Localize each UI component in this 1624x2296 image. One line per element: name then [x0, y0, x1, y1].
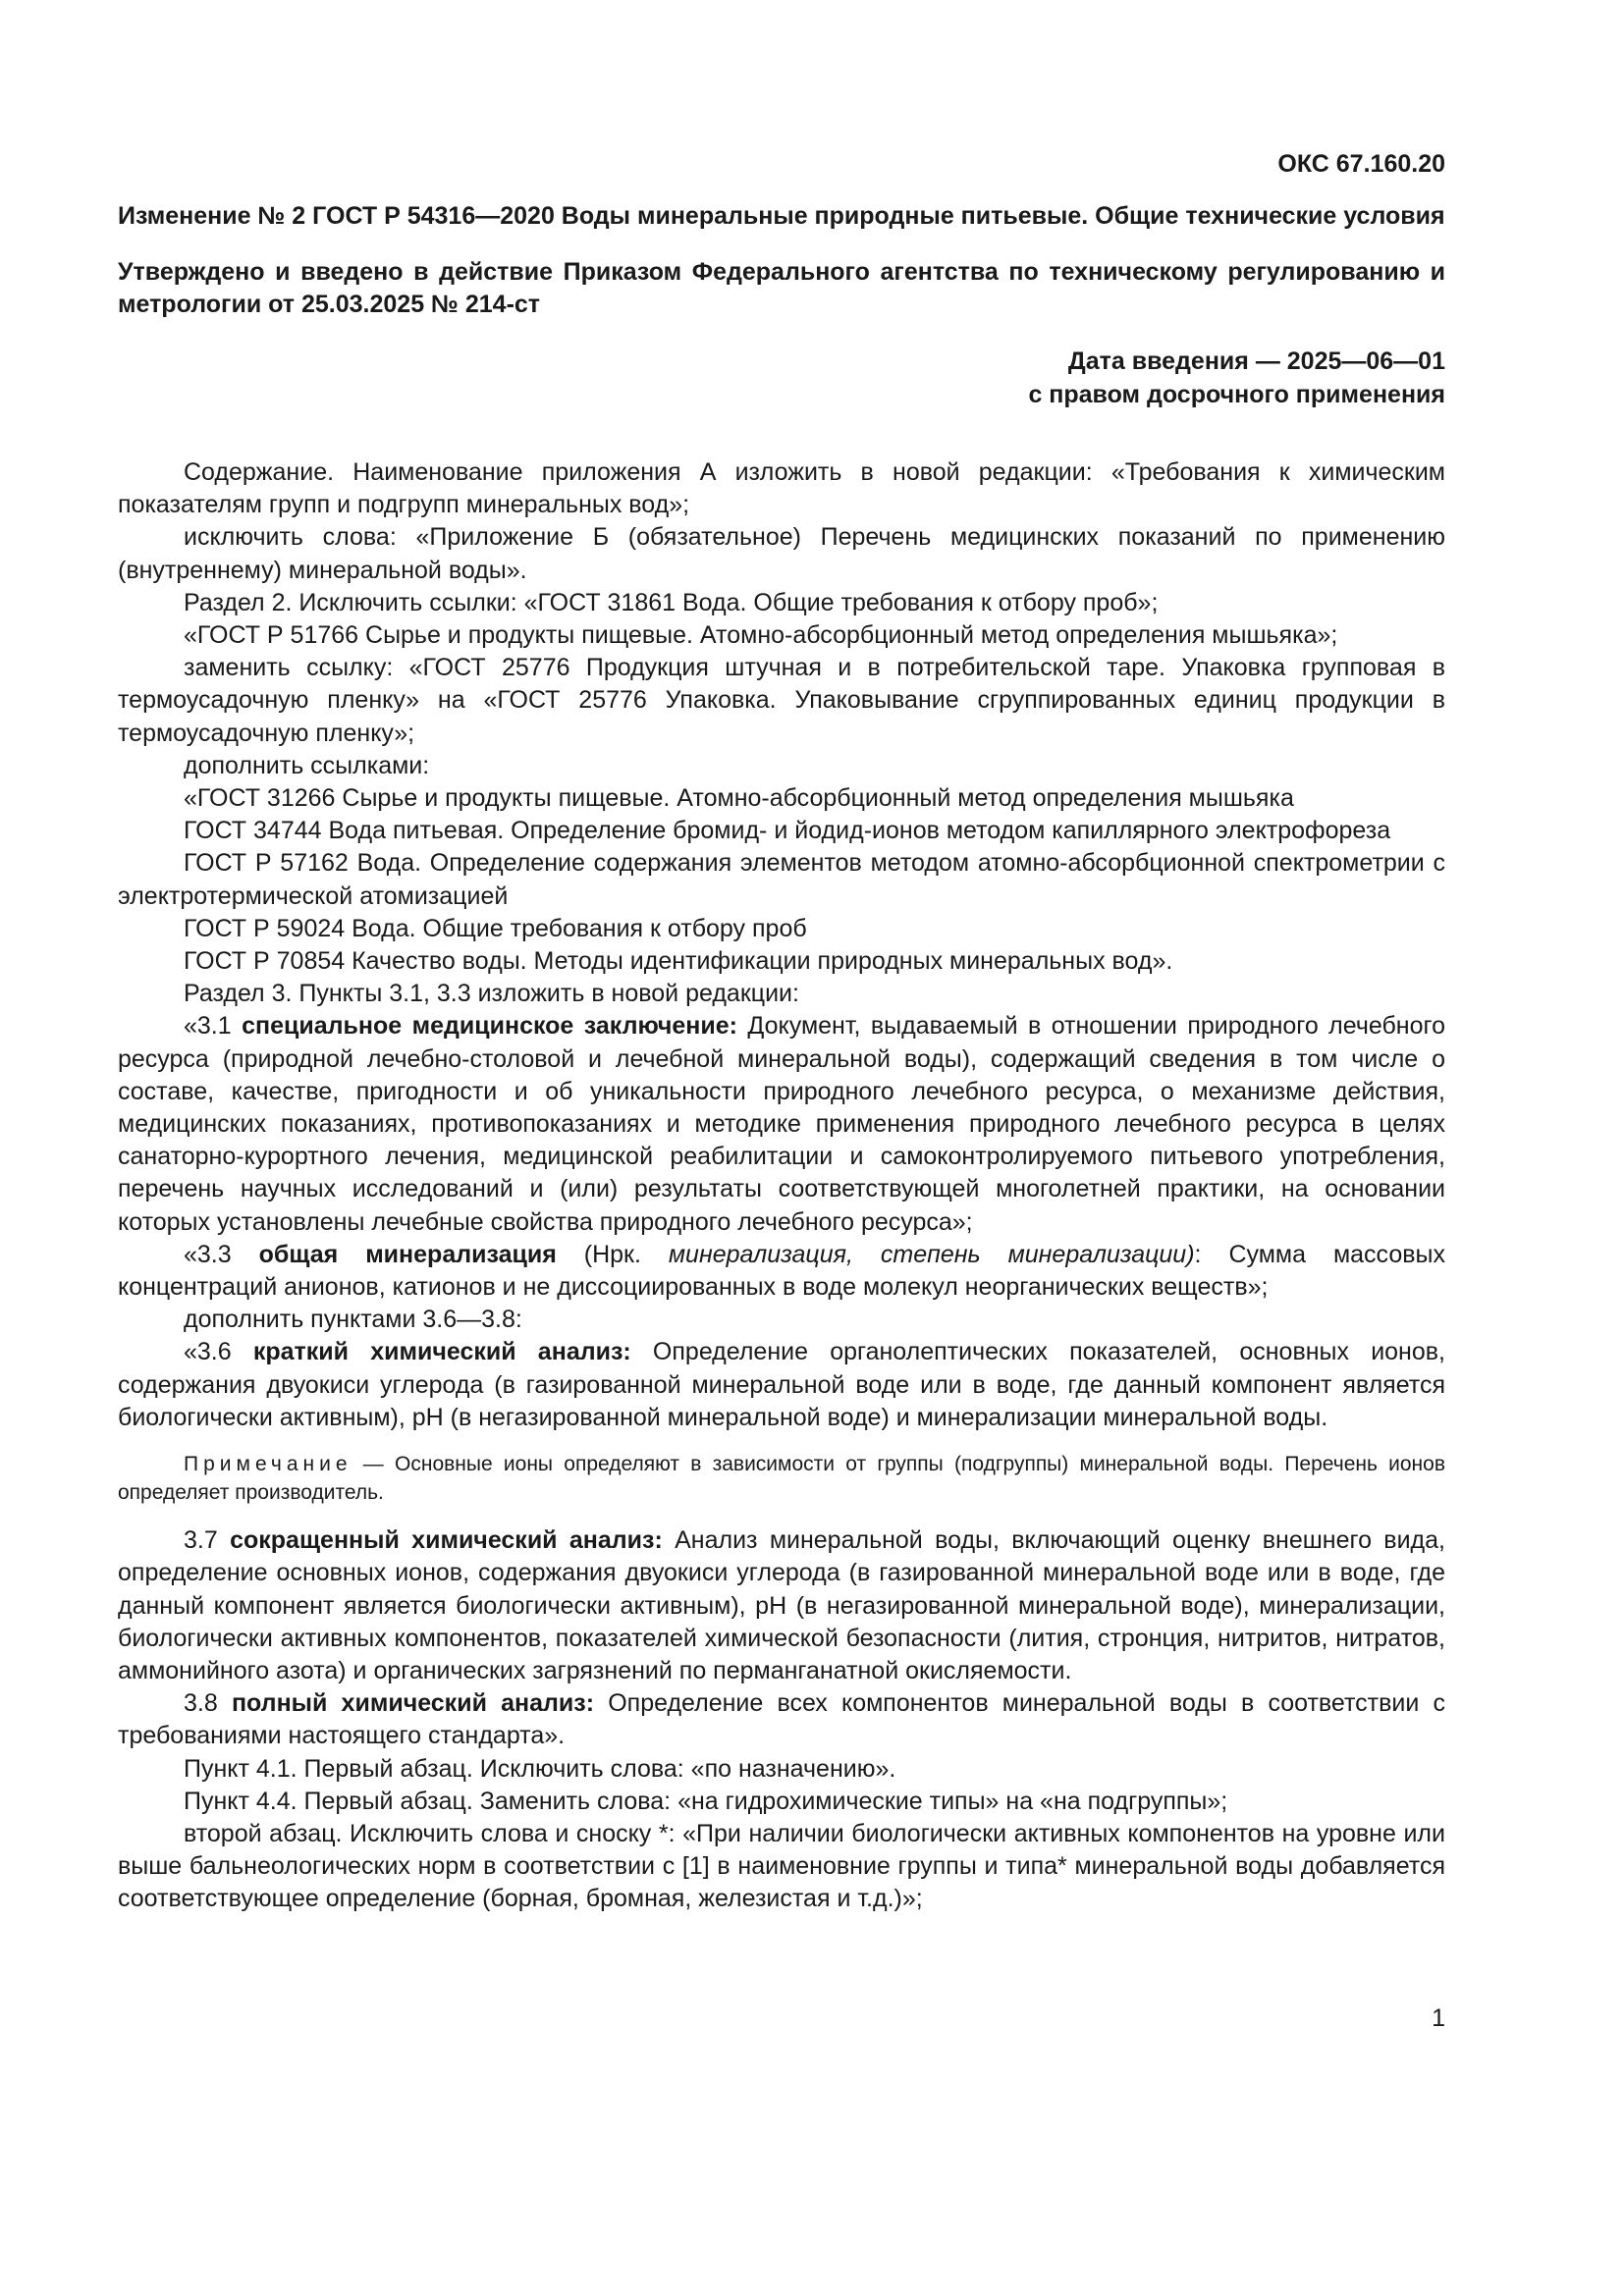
definition-text: Анализ минеральной воды, включающий оценку внешнего вида, определение основных ионов, содержания двуокиси углерода (в газированной минеральной воде или в воде, где данный компонент является биологически активным), pH (в негазированной минеральной воде), минерализации, биологически активных компонентов, показателей химической безопасности (лития, стронция, нитритов, нитратов, аммонийного азота) и органических загрязнений по перманганатной окисляемости.	[118, 1526, 1445, 1684]
definition-3-3	[118, 1239, 1445, 1304]
document-body	[118, 456, 1445, 1916]
definition-3-6	[118, 1336, 1445, 1434]
paragraph: ГОСТ 34744 Вода питьевая. Определение бромид- и йодид-ионов методом капиллярного электрофореза	[184, 817, 1391, 845]
paragraph: Пункт 4.1. Первый абзац. Исключить слова: «по назначению».	[184, 1754, 896, 1783]
term: полный химический анализ:	[231, 1689, 595, 1718]
paragraph: дополнить пунктами 3.6—3.8:	[184, 1306, 522, 1334]
paragraph: ГОСТ Р 57162 Вода. Определение содержания элементов методом атомно-абсорбционной спектрометрии с электротермической атомизацией	[118, 849, 1445, 910]
paragraph: Содержание. Наименование приложения А изложить в новой редакции: «Требования к химическим показателям групп и подгрупп минеральных вод»;	[118, 458, 1445, 519]
paragraph: «ГОСТ 31266 Сырье и продукты пищевые. Атомно-абсорбционный метод определения мышьяка	[184, 784, 1294, 813]
definition-3-8	[118, 1687, 1445, 1752]
clause-number: 3.8	[184, 1689, 232, 1718]
paragraph: Пункт 4.4. Первый абзац. Заменить слова: «на гидрохимические типы» на «на подгруппы»;	[184, 1787, 1228, 1815]
term: специальное медицинское заключение:	[242, 1012, 737, 1041]
paragraph: заменить ссылку: «ГОСТ 25776 Продукция штучная и в потребительской таре. Упаковка групповая в термоусадочную пленку» на «ГОСТ 25776 Упаковка. Упаковывание сгруппированных единиц продукции в термоусадочную пленку»;	[118, 654, 1445, 747]
oks-code: ОКС 67.160.20	[1277, 150, 1445, 178]
paragraph: «ГОСТ Р 51766 Сырье и продукты пищевые. Атомно-абсорбционный метод определения мышьяка»;	[184, 621, 1338, 650]
document-page	[118, 147, 1445, 1916]
paragraph: Раздел 2. Исключить ссылки: «ГОСТ 31861 Вода. Общие требования к отбору проб»;	[184, 588, 1159, 616]
definition-text: (Нрк.	[556, 1240, 669, 1268]
note	[118, 1450, 1445, 1507]
definition-text: Определение органолептических показателей, основных ионов, содержания двуокиси углерода (в газированной минеральной воде или в воде, где данный компонент является биологически активным), pH (в негазированной минеральной воде) и минерализации минеральной воды.	[118, 1338, 1445, 1431]
paragraph: исключить слова: «Приложение Б (обязательное) Перечень медицинских показаний по применению (внутреннему) минеральной воды».	[118, 523, 1445, 584]
clause-number: «3.1	[184, 1012, 243, 1041]
term: краткий химический анализ:	[252, 1338, 631, 1366]
clause-number: «3.6	[184, 1338, 253, 1366]
clause-number: «3.3	[184, 1240, 259, 1268]
effective-date-block	[118, 345, 1445, 411]
definition-text: Документ, выдаваемый в отношении природного лечебного ресурса (природной лечебно-столовой и лечебной минеральной воды), содержащий сведения в том числе о составе, качестве, пригодности и об уникальности природного лечебного ресурса, о механизме действия, медицинских показаниях, противопоказаниях и методике применения природного лечебного ресурса в целях санаторно-курортного лечения, медицинской реабилитации и самоконтролируемого питьевого употребления, перечень научных исследований и (или) результаты соответствующей многолетней практики, на основании которых установлены лечебные свойства природного лечебного ресурса»;	[118, 1012, 1445, 1236]
term: общая минерализация	[258, 1240, 557, 1268]
effective-date: Дата введения — 2025—06—01	[1067, 347, 1445, 375]
definition-3-7	[118, 1524, 1445, 1687]
deprecated-terms: минерализация, степень минерализации)	[668, 1240, 1195, 1268]
definition-text: : Сумма массовых концентраций анионов, катионов и не диссоциированных в воде молекул неорганических веществ»;	[118, 1240, 1445, 1302]
paragraph: ГОСТ Р 59024 Вода. Общие требования к отбору проб	[184, 914, 807, 942]
definition-3-1	[118, 1010, 1445, 1238]
approval-statement: Утверждено и введено в действие Приказом Федерального агентства по техническому регулированию и метрологии от 25.03.2025 № 214-ст	[118, 258, 1445, 318]
paragraph: ГОСТ Р 70854 Качество воды. Методы идентификации природных минеральных вод».	[184, 947, 1173, 976]
paragraph: дополнить ссылками:	[184, 751, 430, 779]
paragraph: Раздел 3. Пункты 3.1, 3.3 изложить в новой редакции:	[184, 980, 799, 1008]
page-number: 1	[1432, 2004, 1445, 2032]
definition-text: Определение всех компонентов минеральной воды в соответствии с требованиями настоящего стандарта».	[118, 1689, 1446, 1750]
term: сокращенный химический анализ:	[230, 1526, 663, 1555]
early-application: с правом досрочного применения	[1028, 381, 1445, 408]
note-text: — Основные ионы определяют в зависимости от группы (подгруппы) минеральной воды. Перечень ионов определяет производитель.	[118, 1453, 1445, 1505]
note-label: Примечание	[184, 1453, 352, 1476]
amendment-title: Изменение № 2 ГОСТ Р 54316—2020 Воды минеральные природные питьевые. Общие технические условия	[118, 202, 1445, 230]
paragraph: второй абзац. Исключить слова и сноску *: «При наличии биологически активных компонентов на уровне или выше бальнеологических норм в соответствии с [1] в наименовние группы и типа* минеральной воды добавляется соответствующее определение (борная, бромная, железистая и т.д.)»;	[118, 1819, 1445, 1913]
clause-number: 3.7	[184, 1526, 231, 1555]
